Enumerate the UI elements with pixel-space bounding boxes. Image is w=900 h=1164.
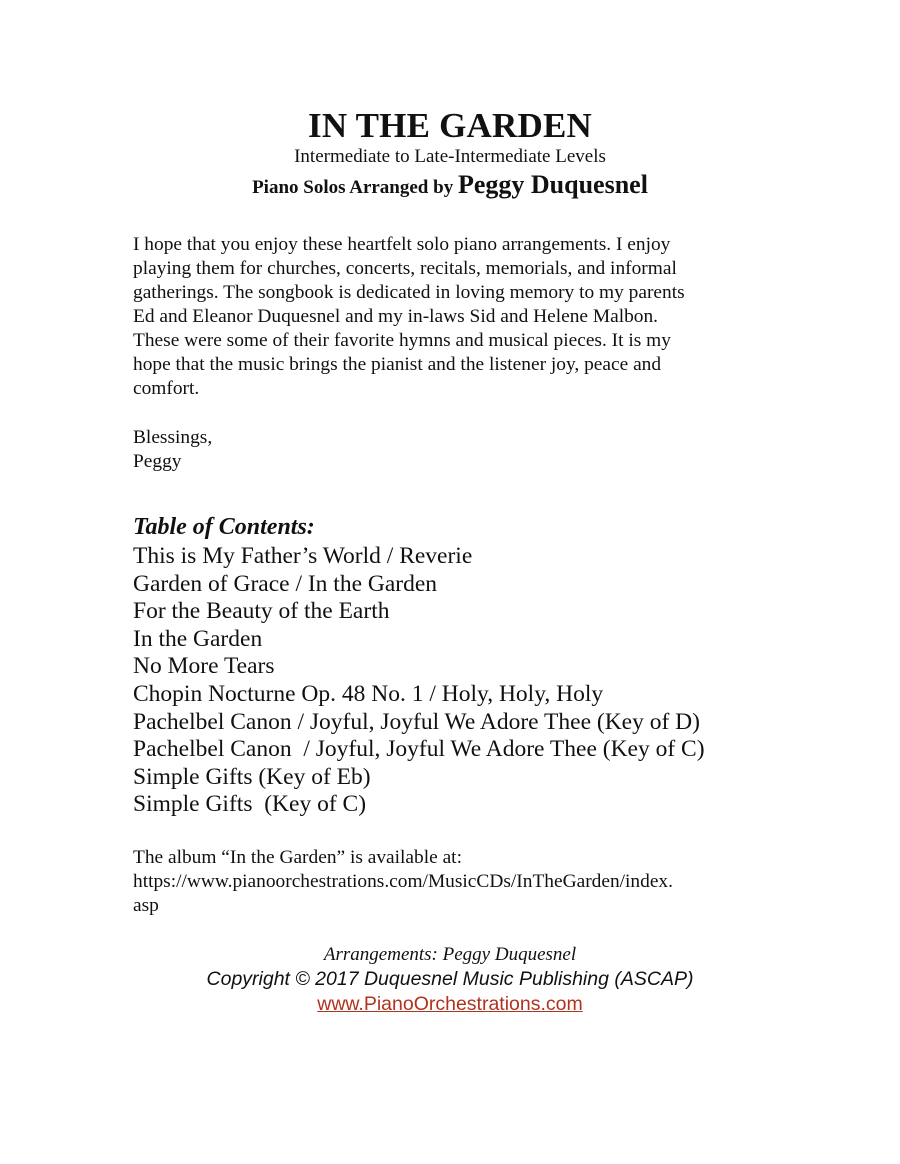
album-info — [133, 846, 673, 918]
signoff-greeting: Blessings, — [133, 427, 213, 448]
arranger-credit — [0, 170, 900, 200]
album-url-line2: asp — [133, 895, 159, 916]
toc-item: Pachelbel Canon / Joyful, Joyful We Adore Thee (Key of C) — [133, 736, 705, 763]
toc-item: No More Tears — [133, 653, 275, 680]
toc-item: In the Garden — [133, 625, 263, 652]
arranged-prefix: Piano Solos Arranged by — [252, 177, 454, 198]
intro-line: hope that the music brings the pianist and the listener joy, peace and — [133, 354, 662, 375]
intro-line: comfort. — [133, 378, 200, 399]
copyright-notice: Copyright © 2017 Duquesnel Music Publishing (ASCAP) — [206, 968, 694, 990]
intro-paragraph — [133, 233, 783, 401]
toc-item: Chopin Nocturne Op. 48 No. 1 / Holy, Holy, Holy — [133, 680, 604, 707]
website-link[interactable]: www.PianoOrchestrations.com — [317, 993, 583, 1015]
intro-line: gatherings. The songbook is dedicated in loving memory to my parents — [133, 282, 685, 303]
intro-line: playing them for churches, concerts, recitals, memorials, and informal — [133, 258, 677, 279]
website-footer — [0, 993, 900, 1016]
page-title: IN THE GARDEN — [308, 106, 592, 145]
toc-item: Garden of Grace / In the Garden — [133, 570, 438, 597]
album-intro: The album “In the Garden” is available at: — [133, 847, 462, 868]
intro-line: I hope that you enjoy these heartfelt solo piano arrangements. I enjoy — [133, 234, 671, 255]
arrangements-credit: Arrangements: Peggy Duquesnel — [323, 944, 577, 965]
toc-list — [133, 543, 705, 819]
toc-heading: Table of Contents: — [133, 514, 315, 540]
album-url-line1: https://www.pianoorchestrations.com/MusicCDs/InTheGarden/index. — [133, 871, 673, 892]
toc-item: Simple Gifts (Key of Eb) — [133, 763, 371, 790]
signoff-name: Peggy — [133, 451, 182, 472]
toc-item: This is My Father’s World / Reverie — [133, 543, 473, 569]
toc-item: Pachelbel Canon / Joyful, Joyful We Adore Thee (Key of D) — [133, 708, 700, 735]
signoff — [133, 426, 212, 474]
toc-item: For the Beauty of the Earth — [133, 598, 390, 625]
intro-line: These were some of their favorite hymns and musical pieces. It is my — [133, 330, 671, 351]
page-subtitle: Intermediate to Late-Intermediate Levels — [294, 146, 606, 167]
toc-item: Simple Gifts (Key of C) — [133, 791, 367, 818]
arranger-name: Peggy Duquesnel — [457, 170, 648, 199]
intro-line: Ed and Eleanor Duquesnel and my in-laws Sid and Helene Malbon. — [133, 306, 659, 327]
